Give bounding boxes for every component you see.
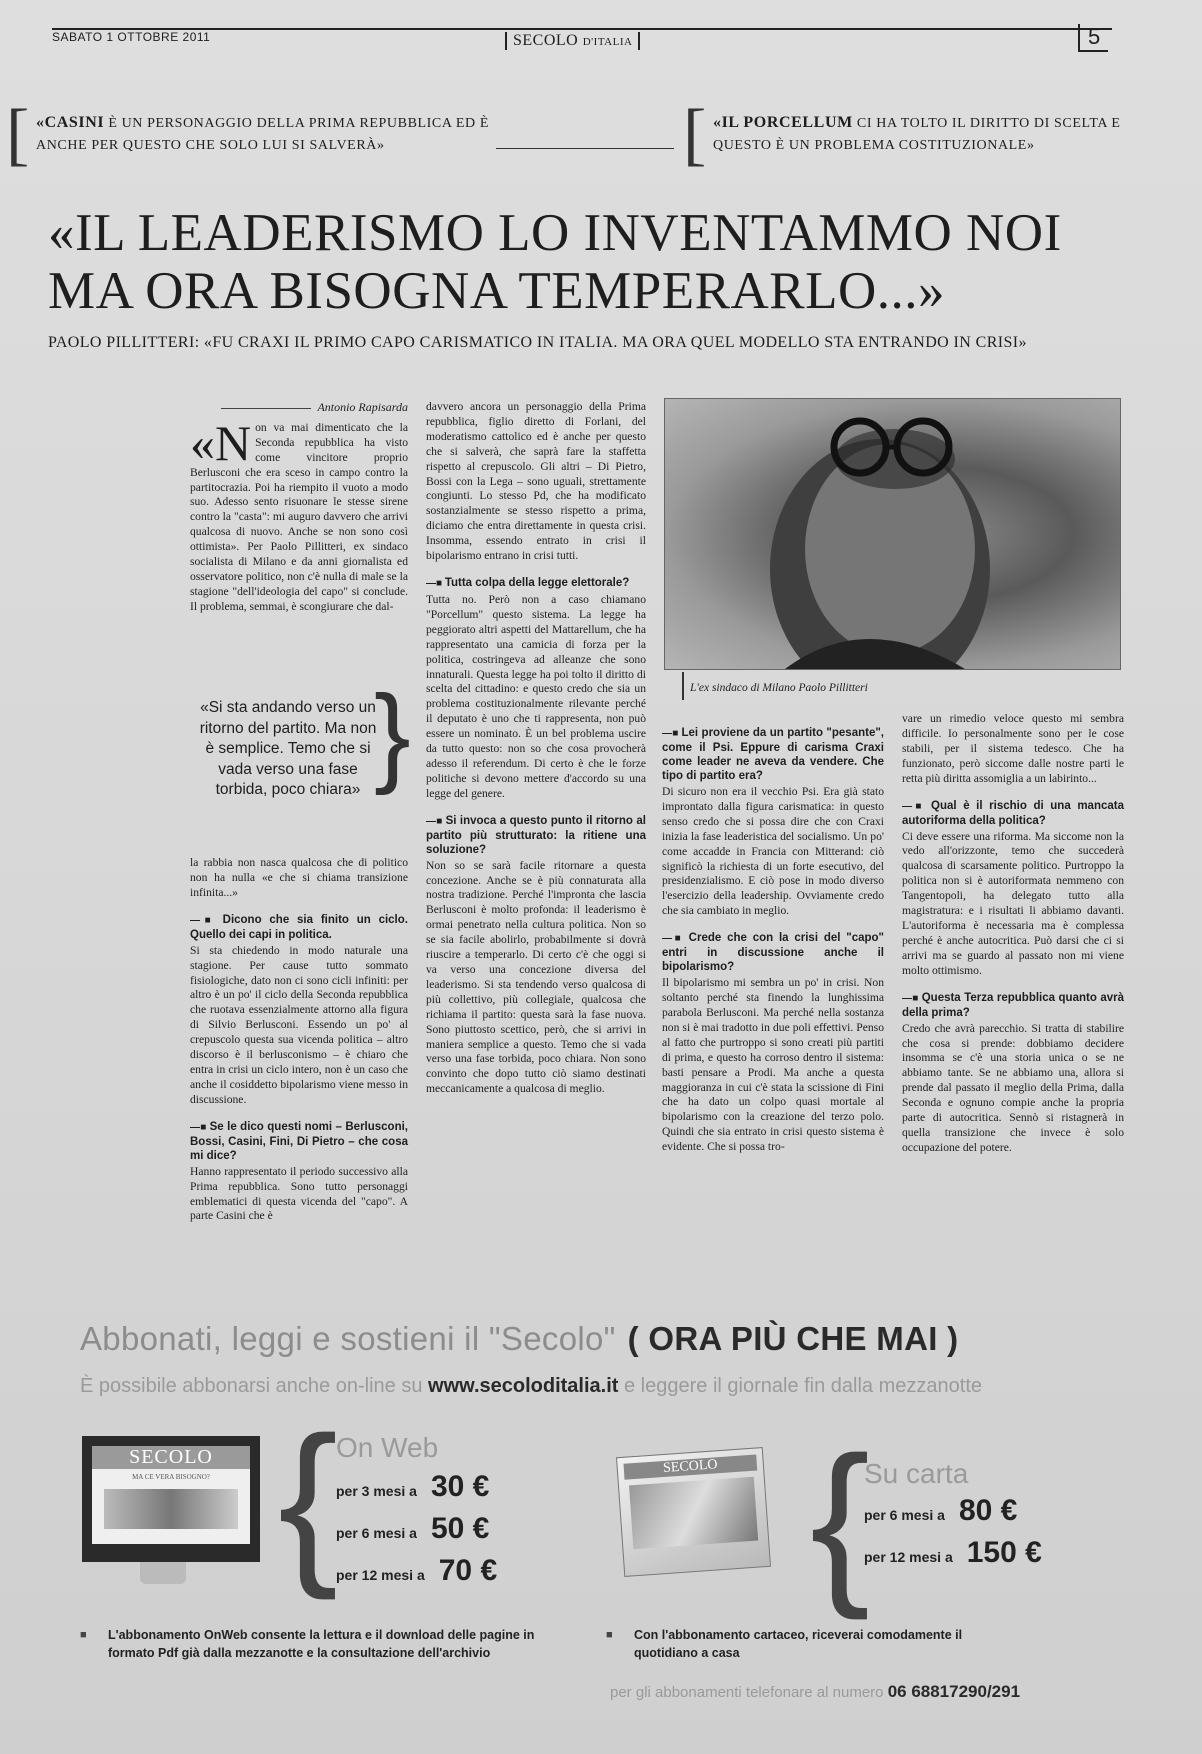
left-quote-bracket: [ [6, 96, 30, 173]
newspaper-image-title: SECOLO [623, 1454, 757, 1479]
portrait-photo [664, 398, 1121, 670]
question-heading: —■ Questa Terza repubblica quanto avrà della prima? [902, 991, 1124, 1020]
price-amount: 70 € [438, 1554, 498, 1587]
price-amount: 150 € [966, 1536, 1042, 1569]
web-price-row [336, 1470, 489, 1504]
monitor-paper-title: SECOLO [92, 1446, 250, 1469]
ad-title-light: Abbonati, leggi e sostieni il "Secolo" [80, 1320, 616, 1357]
article-column-2 [426, 400, 646, 1097]
paragraph: vare un rimedio veloce questo mi sembra difficile. Io personalmente sono per le cose stabili, per il sistema tedesco. Che ha funzionato, però siccome dalle nostre parti le retta più diritta assomiglia a un labirinto... [902, 712, 1124, 785]
pull-quote-brace: } [374, 673, 411, 796]
question-heading: —■ Crede che con la crisi del "capo" entri in discussione anche il bipolarismo? [662, 931, 884, 974]
phone-line [610, 1682, 1020, 1702]
answer-paragraph: Hanno rappresentato il periodo successivo alla Prima repubblica. Sono tutto personaggi emblematici di questa vicenda del "capo". A parte Casini che è [190, 1164, 408, 1223]
newspaper-image [616, 1447, 771, 1577]
question-heading: —■ Qual è il rischio di una mancata autoriforma della politica? [902, 799, 1124, 828]
price-label: per 6 mesi a [336, 1525, 417, 1541]
quote-divider [496, 148, 674, 149]
paper-price-brace: { [810, 1420, 871, 1621]
monitor-paper-sub: MA CE VERA BISOGNO? [132, 1473, 210, 1481]
dropcap: «N [190, 414, 252, 471]
paper-name-main: SECOLO [513, 32, 579, 49]
answer-paragraph: Il bipolarismo mi sembra un po' in crisi. Non soltanto perché sta finendo la lunghissima parabola Berlusconi. Ma perché nella sostanza non si è mai tradotto in due poli effettivi. Penso al fatto che purtroppo si sono creati più partiti di prima, e questo ha corroso dentro il sistema: basti pensare a Prodi. Ma anche a questa maggioranza in cui c'è stata la scissione di Fini che ha dato un colpo quasi mortale al bipolarismo con la creazione del terzo polo. Quindi che sia entrato in crisi questo sistema è evidente. Che si possa tro- [662, 976, 884, 1154]
phone-number[interactable]: 06 68817290/291 [887, 1682, 1021, 1701]
byline: Antonio Rapisarda [190, 400, 408, 415]
article-column-4 [902, 712, 1124, 1156]
question-heading: —■ Se le dico questi nomi – Berlusconi, Bossi, Casini, Fini, Di Pietro – che cosa mi dice? [190, 1120, 408, 1163]
phone-label: per gli abbonamenti telefonare al numero [610, 1684, 884, 1701]
photo-caption: L'ex sindaco di Milano Paolo Pillitteri [690, 682, 868, 694]
left-quote-text: È UN PERSONAGGIO DELLA PRIMA REPUBBLICA ED È ANCHE PER QUESTO CHE SOLO LUI SI SALVERÀ» [36, 116, 490, 153]
paper-price-row [864, 1536, 1042, 1570]
web-price-title: On Web [336, 1432, 439, 1463]
ad-url-link[interactable]: www.secoloditalia.it [428, 1375, 619, 1397]
masthead-date: SABATO 1 OTTOBRE 2011 [52, 30, 211, 44]
left-quote-bold: «CASINI [36, 114, 105, 131]
note-paper: ■ Con l'abbonamento cartaceo, riceverai comodamente il quotidiano a casa [634, 1626, 994, 1662]
question-heading: —■ Si invoca a questo punto il ritorno al partito più strutturato: la ritiene una soluzione? [426, 814, 646, 857]
monitor-icon [82, 1436, 260, 1562]
web-price-row [336, 1554, 497, 1588]
masthead-paper-name [505, 32, 640, 50]
paragraph: la rabbia non nasca qualcosa che di politico non ha nulla «e che si chiama transizione infinita...» [190, 856, 408, 899]
paragraph: davvero ancora un personaggio della Prima repubblica, figlio diretto di Forlani, del moderatismo cattolico ed è anche per questo che si salverà, che saprà fare la staffetta rispetto al crepuscolo. Gli altri – Di Pietro, Bossi con la Lega – sono uguali, strettamente congiunti. Lo stesso Pd, che ha modificato sostanzialmente se stesso rispetto a prima, diciamo che entra direttamente in questa crisi. Insomma, essendo entrato in crisi il bipolarismo entrano in crisi tutti. [426, 400, 646, 563]
page-number: 5 [1078, 24, 1108, 52]
answer-paragraph: Credo che avrà parecchio. Si tratta di stabilire che cosa si prende: dobbiamo decidere insomma se c'è una storia unica o se ne abbiamo tante. Se ne abbiamo una, allora si prende dal passato il meglio della Prima, dalla Seconda e ognuno compie anche la propria parte di autocritica. Sennò si ristagnerà in quella transizione che invece è solo occupazione del potere. [902, 1021, 1124, 1154]
question-heading: —■ Lei proviene da un partito "pesante", come il Psi. Eppure di carisma Craxi come leader ne aveva da vendere. Che tipo di partito era? [662, 726, 884, 783]
monitor-stand [140, 1562, 186, 1584]
article-column-1-continued [190, 856, 408, 1224]
intro-paragraph: on va mai dimenticato che la Seconda repubblica ha visto come vincitore proprio Berlusconi che era sceso in campo contro la partitocrazia. Poi ha riempito il vuoto a modo suo. Adesso sento risuonare le stesse sirene contro la "casta": mi auguro davvero che arrivi qualcosa di nuovo. Anche se non sono così ottimista». Per Paolo Pillitteri, ex sindaco socialista di Milano e da anni giornalista ed osservatore politico, non c'è nulla di male se la stagione "dell'ideologia del capo" si conclude. Il problema, semmai, è scongiurare che dal- [190, 420, 408, 613]
ad-title [80, 1320, 958, 1358]
question-heading: —■ Dicono che sia finito un ciclo. Quello dei capi in politica. [190, 913, 408, 942]
right-quote-text: CI HA TOLTO IL DIRITTO DI SCELTA E QUESTO È UN PROBLEMA COSTITUZIONALE» [713, 116, 1121, 153]
right-quote-bold: «IL PORCELLUM [713, 114, 853, 131]
answer-paragraph: Ci deve essere una riforma. Ma siccome non la vedo all'orizzonte, temo che succederà qualcosa di scarsamente politico. Purtroppo la politica non si è autoriformata nemmeno con Tangentopoli, ha delegato tutto alla magistratura: e i risultati li abbiamo davanti. L'autoriforma è necessaria ma è complessa perché è anche autocritica. Può darsi che ci si arrivi ma se guardo al passato non mi viene molto ottimismo. [902, 829, 1124, 977]
paper-price-title: Su carta [864, 1458, 969, 1489]
ad-subtitle [80, 1375, 982, 1398]
answer-paragraph: Di sicuro non era il vecchio Psi. Era già stato improntato dalla figura carismatica: in questo senso credo che si possa dire che con Craxi inizia la fase leaderistica del socialismo. Un po' come accadde in Francia con Mitterand: ciò significò la richiesta di un forte esecutivo, del presidenzialismo. E ciò pose in modo diverso l'esercizio della leadership. Ovviamente credo che sia cambiato in meglio. [662, 785, 884, 918]
article-column-3 [662, 726, 884, 1155]
subheadline: PAOLO PILLITTERI: «FU CRAXI IL PRIMO CAPO CARISMATICO IN ITALIA. MA ORA QUEL MODELLO STA ENTRANDO IN CRISI» [48, 334, 1027, 351]
web-price-row [336, 1512, 489, 1546]
pull-quote: «Si sta andando verso un ritorno del partito. Ma non è semplice. Temo che si vada verso una fase torbida, poco chiara» [199, 699, 377, 798]
right-quote-bracket: [ [683, 96, 707, 173]
caption-bar [682, 672, 684, 700]
price-label: per 12 mesi a [336, 1567, 425, 1583]
ad-sub-light: È possibile abbonarsi anche on-line su [80, 1375, 423, 1397]
masthead-rule [52, 28, 1112, 30]
left-quote [36, 112, 496, 157]
price-label: per 6 mesi a [864, 1507, 945, 1523]
paper-name-small: D'ITALIA [582, 36, 633, 48]
answer-paragraph: Non so se sarà facile ritornare a questa concezione. Anche se è più connaturata alla nostra tradizione. Perché l'impronta che lascia Berlusconi è molto profonda: il leaderismo è ormai penetrato nella cultura politica. Non so se sia facile abolirlo, probabilmente si dovrà riuscire a temperarlo. Di certo c'è che oggi si va verso una concezione diversa del leaderismo. Si sta tendendo verso qualcosa di più collettivo, più collegiale, qualcosa che richiama il partito: questa sarà la fase nuova. Sono piuttosto scettico, però, che si arrivi in maniera semplice a questo. Temo che si vada verso una fase torbida, poco chiara. Non sono convinto che dopo tutto ciò siamo destinati meccanicamente a qualcosa di meglio. [426, 858, 646, 1096]
question-heading: —■ Tutta colpa della legge elettorale? [426, 576, 646, 591]
ad-title-bold: ( ORA PIÙ CHE MAI ) [627, 1320, 959, 1357]
answer-paragraph: Si sta chiedendo in modo naturale una stagione. Per cause tutto sommato fisiologiche, dato non ci sono cicli infiniti: per altro è un po' il ciclo della Seconda repubblica che ruotava essenzialmente attorno alla figura di Silvio Berlusconi. Essendo un po' al crepuscolo questa sua vicenda politica – altro discorso è il berlusconismo – è chiaro che entra in crisi un ciclo intero, non è un caso che anche il cosiddetto bipolarismo viene messo in discussione. [190, 943, 408, 1106]
price-amount: 50 € [430, 1512, 490, 1545]
article-column-1 [190, 400, 408, 615]
right-quote [713, 112, 1133, 157]
portrait-illustration [665, 399, 1120, 669]
headline-line-2: MA ORA BISOGNA TEMPERARLO...» [48, 262, 945, 320]
note-web: ■ L'abbonamento OnWeb consente la lettura e il download delle pagine in formato Pdf già dalla mezzanotte e la consultazione dell'archivio [108, 1626, 548, 1662]
price-amount: 80 € [958, 1494, 1018, 1527]
answer-paragraph: Tutta no. Però non a caso chiamano "Porcellum" questo sistema. La legge ha peggiorato altri aspetti del Mattarellum, che ha rappresentato una camicia di forza per la politica, costringeva ad alleanze che sono innaturali. Questa legge ha poi tolto il diritto di scelta del cittadino: e questo credo che sia un problema costituzionalmente rilevante perché il deputato è uno che ti rappresenta, non può essere un nominato. È un bel problema uscire da tutto questo: non so che cosa provocherà adesso il referendum. Di certo è che le forze politiche si devono mettere d'accordo su una legge del genere. [426, 592, 646, 800]
price-label: per 12 mesi a [864, 1549, 953, 1565]
paper-price-row [864, 1494, 1017, 1528]
price-label: per 3 mesi a [336, 1483, 417, 1499]
web-price-brace: { [278, 1400, 339, 1601]
headline-line-1: «IL LEADERISMO LO INVENTAMMO NOI [48, 204, 1062, 262]
headline [48, 204, 1158, 320]
price-amount: 30 € [430, 1470, 490, 1503]
ad-sub-tail: e leggere il giornale fin dalla mezzanotte [624, 1375, 982, 1397]
